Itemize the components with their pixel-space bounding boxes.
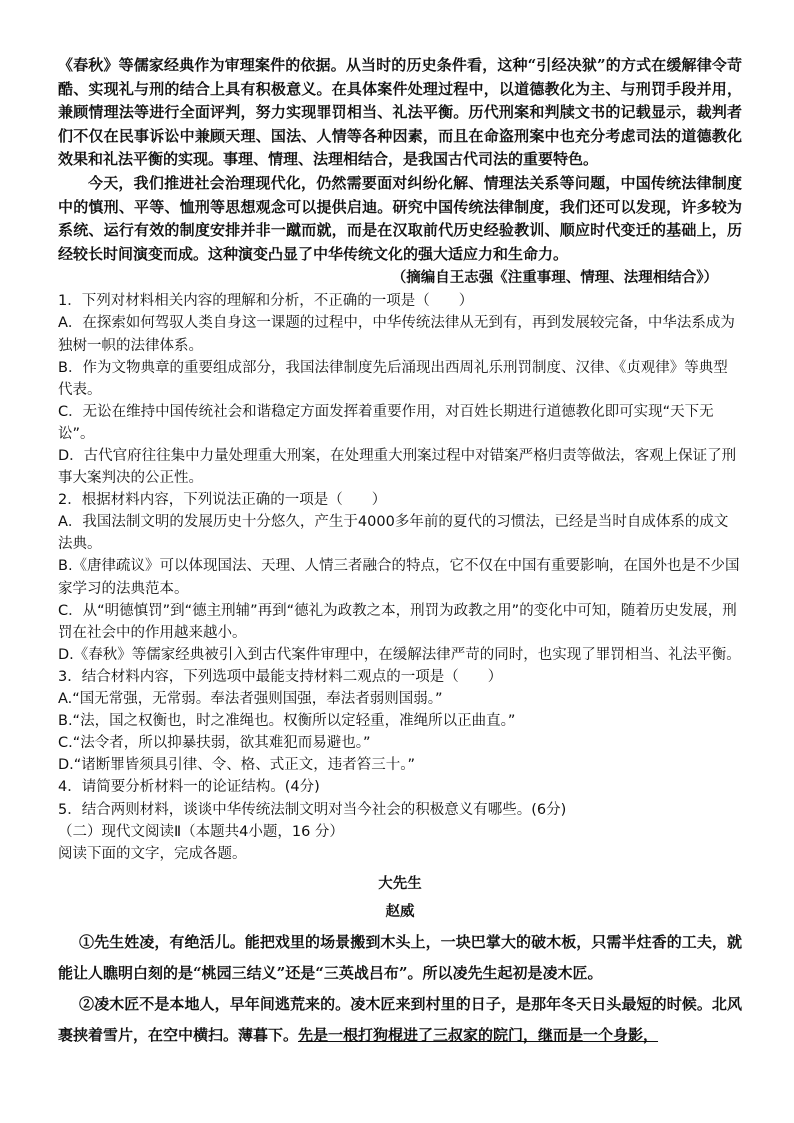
story-author: 赵威	[385, 902, 415, 920]
question-5: 5．结合两则材料，谈谈中华传统法制文明对当今社会的积极意义有哪些。(6分)	[58, 801, 567, 818]
story-paragraph-2-text: ②凌木匠不是本地人，早年间逃荒来的。凌木匠来到村里的日子，是那年冬天日头最短的时候。北风裹挟着雪片，在空中横扫。薄暮下。	[58, 994, 742, 1044]
question-3-stem: 3．结合材料内容，下列选项中最能支持材料二观点的一项是（ ）	[58, 668, 503, 685]
question-list	[58, 290, 742, 864]
question-2-option-a: A．我国法制文明的发展历史十分悠久，产生于4000多年前的夏代的习惯法，已经是当时自成体系的成文法典。	[58, 514, 729, 553]
story-underlined-sentence: 先是一根打狗棍进了三叔家的院门，继而是一个身影，	[298, 1025, 659, 1044]
question-3-option-d: D.“诸断罪皆须具引律、令、格、式正文，违者笞三十。”	[58, 757, 416, 774]
question-1-option-a: A．在探索如何驾驭人类自身这一课题的过程中，中华传统法律从无到有，再到发展较完备，中华法系成为独树一帜的法律体系。	[58, 315, 735, 354]
story-paragraph-1: ①先生姓凌，有绝活儿。能把戏里的场景搬到木头上，一块巴掌大的破木板，只需半炷香的工夫，就能让人瞧明白刻的是“桃园三结义”还是“三英战吕布”。所以凌先生起初是凌木匠。	[58, 932, 742, 982]
story-title: 大先生	[378, 874, 422, 892]
question-1-option-b: B．作为文物典章的重要组成部分，我国法律制度先后涌现出西周礼乐刑罚制度、汉律、《贞观律》等典型代表。	[58, 359, 728, 398]
material-source: （摘编自王志强《注重事理、情理、法理相结合》）	[391, 269, 718, 287]
question-1-option-c: C．无讼在维持中国传统社会和谐稳定方面发挥着重要作用，对百姓长期进行道德教化即可实现“天下无讼”。	[58, 403, 714, 442]
question-3-option-a: A.“国无常强，无常弱。奉法者强则国强，奉法者弱则国弱。”	[58, 691, 443, 708]
section-instruction: 阅读下面的文字，完成各题。	[58, 845, 247, 862]
question-3-option-b: B.“法，国之权衡也，时之准绳也。权衡所以定轻重，准绳所以正曲直。”	[58, 713, 516, 730]
material-paragraph-2: 今天，我们推进社会治理现代化，仍然需要面对纠纷化解、情理法关系等问题，中国传统法律制度中的慎刑、平等、恤刑等思想观念可以提供启迪。研究中国传统法律制度，我们还可以发现，许多较为系统、运行有效的制度安排并非一蹴而就，而是在汉取前代历史经验教训、顺应时代变迁的基础上，历经较长时间演变而成。这种演变凸显了中华传统文化的强大适应力和生命力。	[58, 173, 742, 263]
question-2-option-b: B.《唐律疏议》可以体现国法、天理、人情三者融合的特点，它不仅在中国有重要影响，在国外也是不少国家学习的法典范本。	[58, 558, 740, 597]
question-2-option-d: D.《春秋》等儒家经典被引入到古代案件审理中，在缓解法律严苛的同时，也实现了罪罚相当、礼法平衡。	[58, 646, 741, 663]
question-3-option-c: C.“法令者，所以抑暴扶弱，欲其难犯而易避也。”	[58, 735, 371, 752]
question-2-option-c: C．从“明德慎罚”到“德主刑辅”再到“德礼为政教之本，刑罚为政教之用”的变化中可知，随着历史发展，刑罚在社会中的作用越来越小。	[58, 602, 737, 641]
material-paragraph-1: 《春秋》等儒家经典作为审理案件的依据。从当时的历史条件看，这种“引经决狱”的方式在缓解律令苛酷、实现礼与刑的结合上具有积极意义。在具体案件处理过程中，以道德教化为主、与刑罚手段并用，兼顾情理法等进行全面评判，努力实现罪罚相当、礼法平衡。历代刑案和判牍文书的记载显示，裁判者们不仅在民事诉讼中兼顾天理、国法、人情等各种因素，而且在命盗刑案中也充分考虑司法的道德教化效果和礼法平衡的实现。事理、情理、法理相结合，是我国古代司法的重要特色。	[58, 56, 742, 169]
section-heading: （二）现代文阅读Ⅱ（本题共4小题，16 分）	[58, 823, 344, 840]
question-1-option-d: D．古代官府往往集中力量处理重大刑案，在处理重大刑案过程中对错案严格归责等做法，客观上保证了刑事大案判决的公正性。	[58, 448, 737, 487]
question-1-stem: 1．下列对材料相关内容的理解和分析，不正确的一项是（ ）	[58, 293, 474, 310]
question-2-stem: 2．根据材料内容，下列说法正确的一项是（ ）	[58, 492, 387, 509]
story-paragraph-2	[58, 989, 742, 1051]
question-4: 4．请简要分析材料一的论证结构。(4分)	[58, 779, 320, 796]
